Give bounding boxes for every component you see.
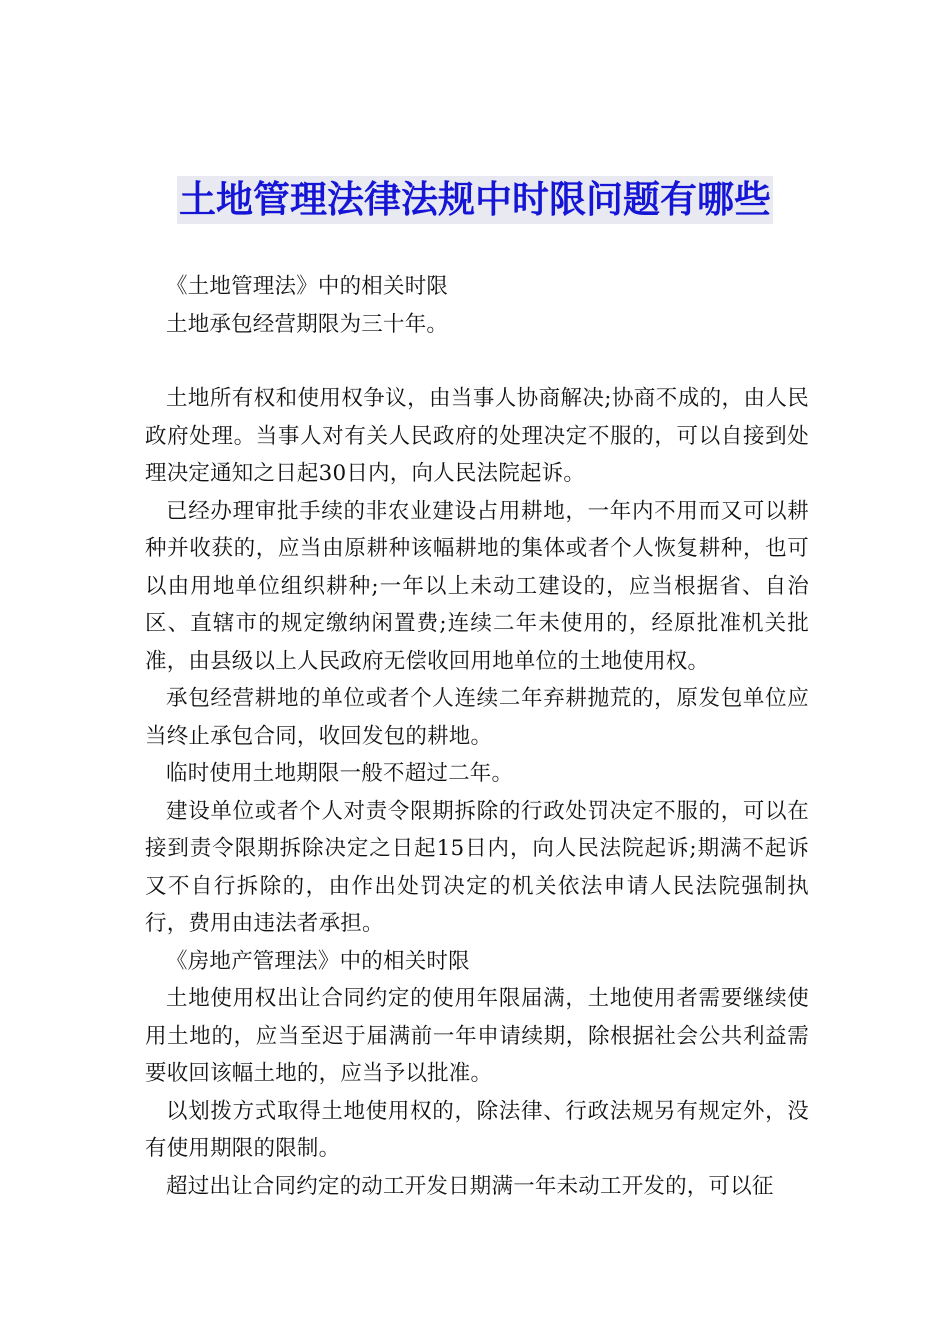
- section-heading-land-law: 《土地管理法》中的相关时限: [166, 274, 449, 299]
- paragraph-contract-term: 土地承包经营期限为三十年。: [166, 311, 449, 337]
- blank-line: [145, 343, 809, 380]
- paragraph-abandoned-farmland: 承包经营耕地的单位或者个人连续二年弃耕抛荒的，原发包单位应当终止承包合同，收回发包的耕地。: [145, 686, 809, 749]
- document-title: 土地管理法律法规中时限问题有哪些: [177, 176, 773, 224]
- paragraph-demolition-penalty: 建设单位或者个人对责令限期拆除的行政处罚决定不服的，可以在接到责令限期拆除决定之日起15日内，向人民法院起诉;期满不起诉又不自行拆除的，由作出处罚决定的机关依法申请人民法院强制执行，费用由违法者承担。: [145, 798, 809, 936]
- title-container: [0, 176, 950, 224]
- section-heading-real-estate-law: 《房地产管理法》中的相关时限: [166, 948, 470, 974]
- paragraph-allocation: 以划拨方式取得土地使用权的，除法律、行政法规另有规定外，没有使用期限的限制。: [145, 1098, 809, 1161]
- paragraph-renewal: 土地使用权出让合同约定的使用年限届满，土地使用者需要继续使用土地的，应当至迟于届满前一年申请续期，除根据社会公共利益需要收回该幅土地的，应当予以批准。: [145, 986, 809, 1086]
- paragraph-idle-farmland: 已经办理审批手续的非农业建设占用耕地，一年内不用而又可以耕种并收获的，应当由原耕种该幅耕地的集体或者个人恢复耕种，也可以由用地单位组织耕种;一年以上未动工建设的，应当根据省、自治区、直辖市的规定缴纳闲置费;连续二年未使用的，经原批准机关批准，由县级以上人民政府无偿收回用地单位的土地使用权。: [145, 498, 809, 674]
- paragraph-temporary-use: 临时使用土地期限一般不超过二年。: [166, 761, 514, 786]
- paragraph-development-delay: 超过出让合同约定的动工开发日期满一年未动工开发的，可以征: [166, 1173, 774, 1199]
- paragraph-ownership-dispute: 土地所有权和使用权争议，由当事人协商解决;协商不成的，由人民政府处理。当事人对有关人民政府的处理决定不服的，可以自接到处理决定通知之日起30日内，向人民法院起诉。: [145, 386, 809, 486]
- document-body: [145, 268, 809, 1205]
